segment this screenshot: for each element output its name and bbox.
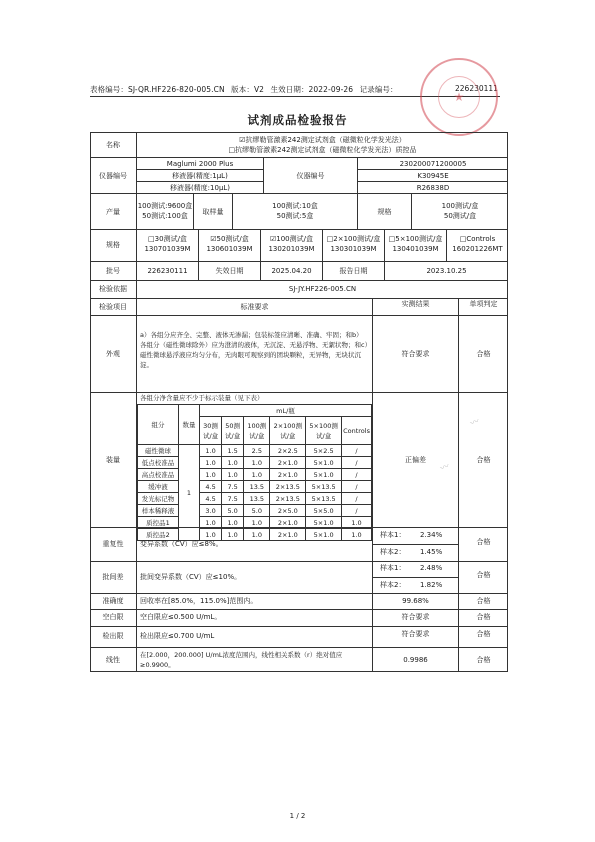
spec-2x100-code: 130301039M: [330, 245, 377, 253]
vt-cell: 1.0: [200, 457, 222, 469]
vt-cell: 4.5: [200, 493, 222, 505]
form-number: 表格编号：SJ-QR.HF226-820-005.CN: [90, 85, 225, 94]
vt-header-100: 100测试/盒: [244, 417, 270, 445]
vt-cell: 13.5: [244, 493, 270, 505]
accuracy-standard: 回收率在[85.0%，115.0%]范围内。: [140, 597, 258, 605]
vt-cell: 1.0: [222, 529, 244, 541]
row-divider: [90, 157, 508, 158]
row-divider: [358, 181, 508, 182]
vt-cell: 2×5.0: [270, 505, 306, 517]
volume-note: 各组分净含量应不少于标示装量（见下表）: [140, 394, 264, 402]
vt-header-30: 30测试/盒: [200, 417, 222, 445]
repeat-sample2-value: 1.45%: [420, 548, 443, 556]
seal-center: ★: [438, 76, 480, 118]
volume-label: 装量: [106, 456, 120, 464]
detect-verdict: 合格: [476, 630, 491, 638]
vt-cell: 低点校准品: [138, 457, 179, 469]
row-divider: [90, 593, 508, 594]
vt-cell: /: [342, 493, 372, 505]
record-number-label: 记录编号：: [359, 85, 398, 94]
appearance-standard: a）各组分应齐全、完整、液体无渗漏；包装标签应清晰、准确、牢固；和b）各组分（磁性微球除外）应为澄清的液体，无沉淀、无悬浮物、无絮状物；和c）磁性微球悬浮液应均匀分布，无肉眼可观察到的团块颗粒，无异物，无块状沉淀。: [140, 331, 368, 370]
appearance-verdict: 合格: [476, 350, 491, 358]
detect-standard: 检出限应≤0.700 U/mL: [140, 632, 215, 640]
col-verdict: 单项判定: [469, 300, 498, 308]
production-50: 50测试:100盒: [142, 212, 188, 220]
repeat-sample1-label: 样本1：: [380, 531, 406, 539]
instrument-model: Maglumi 2000 Plus: [166, 160, 234, 168]
linear-result: 0.9986: [403, 656, 428, 664]
spec-5x100-code: 130401039M: [392, 245, 439, 253]
vt-cell: 质控品1: [138, 517, 179, 529]
linear-verdict: 合格: [476, 656, 491, 664]
vt-cell: 7.5: [222, 493, 244, 505]
accuracy-label: 准确度: [102, 597, 124, 605]
production-100: 100测试:9600盒: [137, 202, 193, 210]
page-number: 1 / 2: [289, 812, 306, 820]
vt-cell: 2×1.0: [270, 469, 306, 481]
signature-mark: 〰: [439, 461, 451, 475]
basis-label: 检验依据: [99, 285, 127, 293]
vt-cell: 2×2.5: [270, 445, 306, 457]
vt-cell: 1.0: [222, 469, 244, 481]
blank-result: 符合要求: [401, 613, 430, 621]
batchdiff-verdict: 合格: [476, 571, 491, 579]
row-divider: [90, 392, 508, 393]
vt-cell: 1.0: [200, 445, 222, 457]
repeat-sample1-value: 2.34%: [420, 531, 443, 539]
report-title: 试剂成品检验报告: [247, 113, 348, 127]
batchdiff-sample1-value: 2.48%: [420, 564, 443, 572]
vt-cell: 1.0: [342, 529, 372, 541]
row-divider: [90, 609, 508, 610]
vt-cell: 2.5: [244, 445, 270, 457]
spec-controls-code: 160201226MT: [452, 245, 503, 253]
vt-header-controls: Controls: [342, 417, 372, 445]
vt-cell: 质控品2: [138, 529, 179, 541]
vt-cell: 5×2.5: [306, 445, 342, 457]
vt-cell: 2×1.0: [270, 457, 306, 469]
form-header: [90, 84, 402, 95]
vt-cell: 5×13.5: [306, 493, 342, 505]
vt-cell: 5×1.0: [306, 457, 342, 469]
pipette-1: 移液器(精度:1μL): [172, 172, 228, 180]
spec-30: □30测试/盒: [148, 235, 187, 243]
row-divider: [90, 315, 508, 316]
vt-cell: 13.5: [244, 481, 270, 493]
spec-30-code: 130701039M: [144, 245, 191, 253]
col-standard: 标准要求: [240, 303, 269, 311]
vt-cell: /: [342, 505, 372, 517]
vt-header-50: 50测试/盒: [222, 417, 244, 445]
row-divider: [90, 261, 508, 262]
row-divider: [90, 647, 508, 648]
spec-5x100: □5×100测试/盒: [388, 235, 443, 243]
vt-cell: 1.0: [342, 517, 372, 529]
vt-qty: 1: [179, 445, 200, 541]
vt-cell: 5×5.0: [306, 505, 342, 517]
spec-50-code: 130601039M: [206, 245, 253, 253]
vt-cell: 7.5: [222, 481, 244, 493]
product-name-1: ☑抗缪勒管激素242测定试剂盒（磁微粒化学发光法）: [239, 136, 406, 144]
vt-cell: 5×1.0: [306, 517, 342, 529]
vt-cell: 1.0: [222, 457, 244, 469]
vt-cell: 发光标记物: [138, 493, 179, 505]
production-label: 产量: [106, 208, 120, 216]
row-divider: [90, 298, 508, 299]
blank-label: 空白限: [102, 613, 124, 621]
pipette-2: 移液器(精度:10μL): [169, 184, 231, 192]
vt-cell: 1.0: [244, 469, 270, 481]
detect-result: 符合要求: [401, 630, 430, 638]
accuracy-verdict: 合格: [476, 597, 491, 605]
batchdiff-sample2-label: 样本2：: [380, 581, 406, 589]
vt-cell: 1.0: [222, 517, 244, 529]
spec-50: 50测试/盒: [443, 212, 477, 220]
row-divider: [373, 577, 458, 578]
vt-cell: /: [342, 481, 372, 493]
linear-standard-2: ≥0.9900。: [140, 661, 175, 669]
instrument-id-3: R26838D: [416, 184, 450, 192]
vt-cell: 缓冲液: [138, 481, 179, 493]
report-date-label: 报告日期: [339, 267, 368, 275]
detect-label: 检出限: [102, 632, 124, 640]
expiry-label: 失效日期: [215, 267, 244, 275]
vt-cell: 2×1.0: [270, 517, 306, 529]
vt-cell: 2×13.5: [270, 493, 306, 505]
vt-cell: /: [342, 457, 372, 469]
basis-value: SJ-JY.HF226-005.CN: [288, 285, 357, 293]
instrument-id-label: 仪器编号: [296, 172, 325, 180]
spec-2x100: □2×100测试/盒: [326, 235, 381, 243]
vt-cell: 2×13.5: [270, 481, 306, 493]
linear-standard-1: 在[2.000，200.000] U/mL浓度范围内，线性相关系数（r）绝对值应: [140, 651, 343, 659]
vt-cell: 2×1.0: [270, 529, 306, 541]
sample-100: 100测试:10盒: [272, 202, 318, 210]
volume-table: [137, 404, 372, 541]
blank-standard: 空白限应≤0.500 U/mL。: [140, 613, 222, 621]
row-divider: [90, 626, 508, 627]
vt-header-qty: 数量: [179, 405, 200, 445]
batch-label: 批号: [106, 267, 120, 275]
col-divider: [232, 193, 233, 229]
col-divider: [411, 193, 412, 229]
batchdiff-sample2-value: 1.82%: [420, 581, 443, 589]
row-divider: [90, 193, 508, 194]
vt-cell: 5.0: [222, 505, 244, 517]
vt-cell: 1.0: [244, 457, 270, 469]
instrument-id-2: K30945E: [417, 172, 449, 180]
blank-verdict: 合格: [476, 613, 491, 621]
vt-cell: 1.0: [244, 529, 270, 541]
vt-cell: /: [342, 469, 372, 481]
spec-row-label: 规格: [106, 241, 120, 249]
spec-50: ☑50测试/盒: [210, 235, 249, 243]
repeat-standard: 变异系数（CV）应≤8%。: [140, 540, 223, 548]
spec-100-code: 130201039M: [268, 245, 315, 253]
vt-cell: 1.0: [200, 469, 222, 481]
batchdiff-standard: 批间变异系数（CV）应≤10%。: [140, 573, 242, 581]
report-date: 2023.10.25: [426, 267, 467, 275]
row-divider: [137, 169, 263, 170]
spec-100: ☑100测试/盒: [270, 235, 313, 243]
col-item: 检验项目: [99, 303, 127, 311]
appearance-label: 外观: [106, 350, 120, 358]
batchdiff-label: 批间差: [102, 573, 124, 581]
vt-cell: 高点校准品: [138, 469, 179, 481]
vt-cell: 5×1.0: [306, 529, 342, 541]
vt-unit: mL/瓶: [200, 405, 372, 417]
vt-cell: 5×1.0: [306, 469, 342, 481]
vt-cell: 1.0: [200, 529, 222, 541]
vt-cell: /: [342, 445, 372, 457]
sample-label: 取样量: [202, 208, 224, 216]
effective-date: 生效日期：2022-09-26: [270, 85, 354, 94]
vt-cell: 1.5: [222, 445, 244, 457]
row-divider: [137, 181, 263, 182]
vt-cell: 磁性微球: [138, 445, 179, 457]
appearance-result: 符合要求: [401, 350, 430, 358]
name-label: 名称: [106, 141, 120, 149]
row-divider: [90, 280, 508, 281]
repeat-label: 重复性: [102, 540, 124, 548]
vt-cell: 1.0: [200, 517, 222, 529]
vt-header-5x100: 5×100测试/盒: [306, 417, 342, 445]
volume-verdict: 合格: [476, 456, 491, 464]
batchdiff-sample1-label: 样本1：: [380, 564, 406, 572]
version: 版本：V2: [231, 85, 265, 94]
accuracy-result: 99.68%: [402, 597, 429, 605]
expiry-date: 2025.04.20: [271, 267, 312, 275]
vt-cell: 4.5: [200, 481, 222, 493]
vt-cell: 1.0: [244, 517, 270, 529]
record-number: 226230111: [455, 84, 498, 93]
row-divider: [358, 169, 508, 170]
batch-number: 226230111: [147, 267, 188, 275]
row-divider: [373, 544, 458, 545]
vt-header-component: 组分: [138, 405, 179, 445]
vt-cell: 5.0: [244, 505, 270, 517]
vt-cell: 5×13.5: [306, 481, 342, 493]
vt-header-2x100: 2×100测试/盒: [270, 417, 306, 445]
spec-label: 规格: [377, 208, 392, 216]
repeat-verdict: 合格: [476, 538, 491, 546]
row-divider: [90, 561, 508, 562]
volume-result: 正偏差: [405, 456, 426, 464]
sample-50: 50测试:5盒: [276, 212, 314, 220]
spec-controls: □Controls: [459, 235, 496, 243]
linear-label: 线性: [106, 656, 120, 664]
spec-100: 100测试/盒: [441, 202, 479, 210]
repeat-sample2-label: 样本2：: [380, 548, 406, 556]
vt-cell: 样本稀释液: [138, 505, 179, 517]
col-result: 实测结果: [401, 300, 430, 308]
instrument-id-1: 230200071200005: [399, 160, 467, 168]
signature-mark: 〰: [469, 416, 481, 430]
product-name-2: □抗缪勒管激素242测定试剂盒（磁微粒化学发光法）质控品: [228, 146, 417, 154]
vt-cell: 3.0: [200, 505, 222, 517]
instrument-label: 仪器编号: [99, 172, 127, 180]
